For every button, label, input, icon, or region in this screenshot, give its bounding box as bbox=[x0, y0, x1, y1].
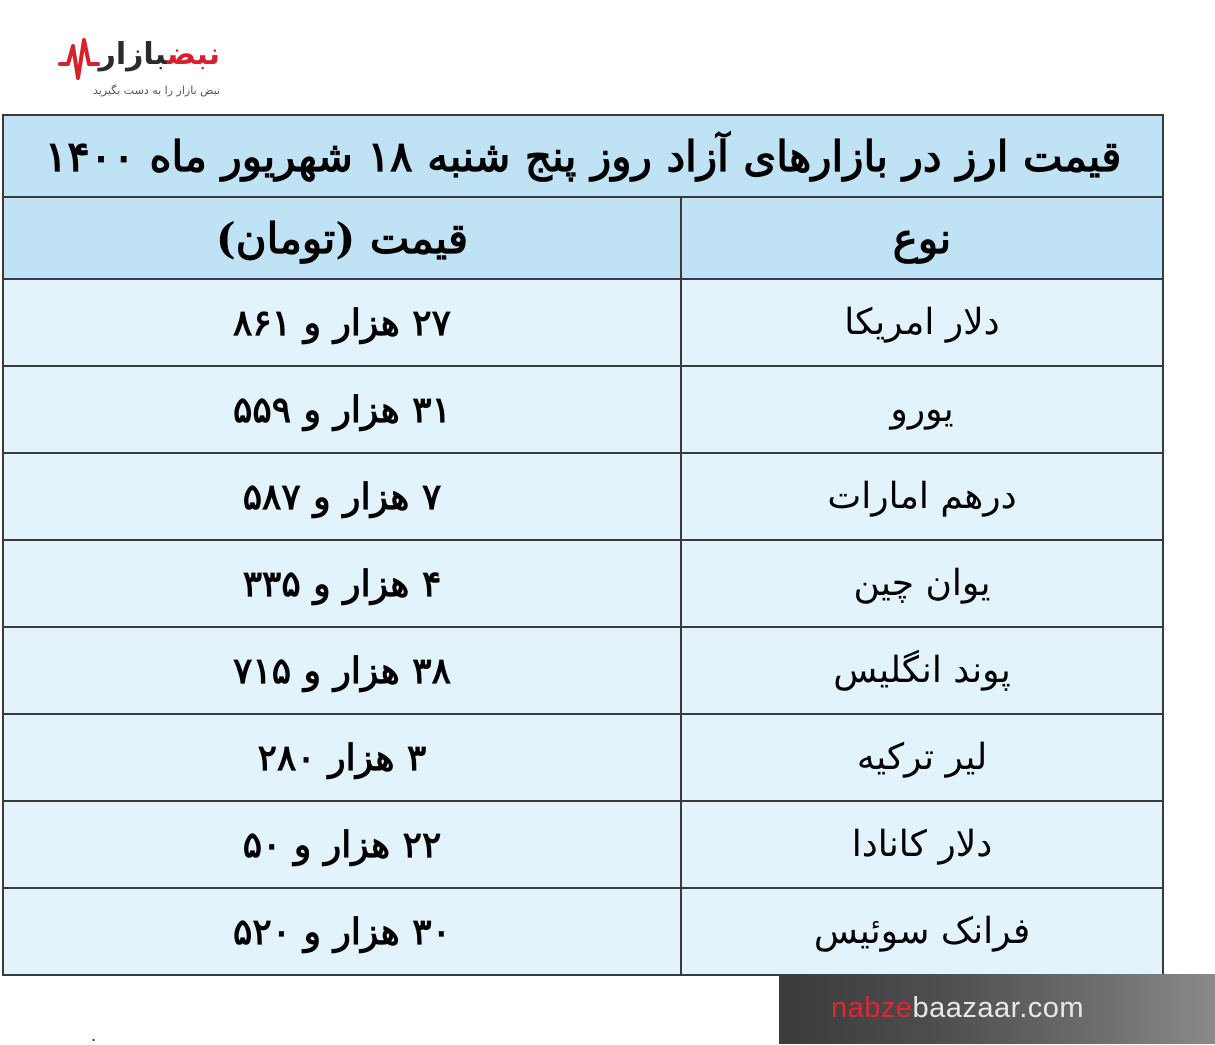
table-title-row bbox=[3, 115, 1163, 197]
column-header-type: نوع bbox=[681, 197, 1163, 279]
watermark-banner bbox=[779, 974, 1215, 1044]
table-row bbox=[3, 627, 1163, 714]
logo-wordmark-red: نبض bbox=[166, 37, 220, 72]
currency-price-cell: ۴ هزار و ۳۳۵ bbox=[3, 540, 681, 627]
currency-price-cell: ۲۲ هزار و ۵۰ bbox=[3, 801, 681, 888]
table-row bbox=[3, 714, 1163, 801]
currency-type-cell: درهم امارات bbox=[681, 453, 1163, 540]
currency-price-cell: ۳ هزار ۲۸۰ bbox=[3, 714, 681, 801]
logo-tagline: نبض بازار را به دست بگیرید bbox=[92, 84, 220, 97]
table-row bbox=[3, 453, 1163, 540]
table-row bbox=[3, 366, 1163, 453]
table-row bbox=[3, 279, 1163, 366]
table-title: قیمت ارز در بازارهای آزاد روز پنج شنبه ۱۸ شهریور ماه ۱۴۰۰ bbox=[3, 115, 1163, 197]
table-row bbox=[3, 888, 1163, 975]
currency-price-cell: ۳۱ هزار و ۵۵۹ bbox=[3, 366, 681, 453]
footnote-dot: . bbox=[91, 1025, 97, 1045]
currency-type-cell: فرانک سوئیس bbox=[681, 888, 1163, 975]
currency-price-cell: ۷ هزار و ۵۸۷ bbox=[3, 453, 681, 540]
table-header-row bbox=[3, 197, 1163, 279]
logo-wordmark-dark: بازار bbox=[98, 37, 167, 72]
table-row bbox=[3, 540, 1163, 627]
column-header-price: قیمت (تومان) bbox=[3, 197, 681, 279]
currency-price-cell: ۳۰ هزار و ۵۲۰ bbox=[3, 888, 681, 975]
currency-type-cell: دلار امریکا bbox=[681, 279, 1163, 366]
watermark-url-red: nabze bbox=[831, 992, 913, 1024]
watermark-url-white: baazaar.com bbox=[912, 992, 1085, 1024]
currency-type-cell: پوند انگلیس bbox=[681, 627, 1163, 714]
currency-price-table bbox=[2, 114, 1164, 976]
table-body bbox=[3, 279, 1163, 975]
table-row bbox=[3, 801, 1163, 888]
currency-type-cell: لیر ترکیه bbox=[681, 714, 1163, 801]
logo-wordmark bbox=[98, 37, 220, 72]
site-logo bbox=[58, 34, 228, 102]
watermark-url bbox=[831, 994, 1084, 1023]
currency-type-cell: یوان چین bbox=[681, 540, 1163, 627]
currency-type-cell: یورو bbox=[681, 366, 1163, 453]
currency-price-cell: ۲۷ هزار و ۸۶۱ bbox=[3, 279, 681, 366]
currency-type-cell: دلار کانادا bbox=[681, 801, 1163, 888]
currency-price-cell: ۳۸ هزار و ۷۱۵ bbox=[3, 627, 681, 714]
